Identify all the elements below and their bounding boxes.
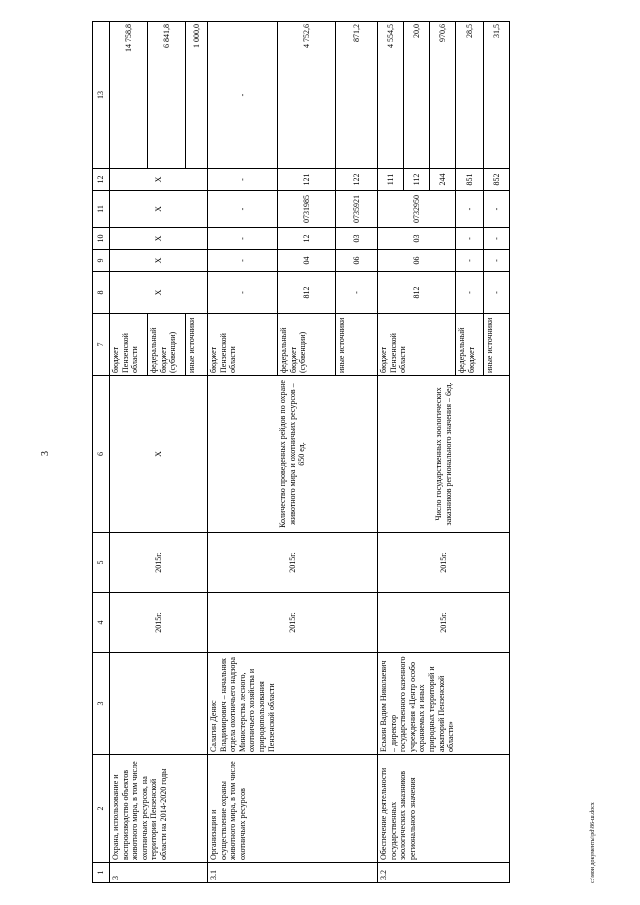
- subsection-code: 03: [378, 228, 456, 250]
- subsection-code: X: [110, 228, 208, 250]
- section-code: X: [110, 250, 208, 272]
- target-article-code: -: [484, 191, 510, 228]
- expense-type-code: 852: [484, 169, 510, 191]
- row-executor: Еськин Вадим Николаевич – директор государственного казенного учреждения «Центр особо охраняемых и иных природных территорий и акваторий Пензенской области»: [378, 653, 510, 755]
- amount: -: [208, 22, 278, 169]
- row-number: 3.2: [378, 863, 510, 883]
- subsection-code: -: [456, 228, 484, 250]
- header-row: [93, 22, 110, 883]
- table-row: [208, 22, 232, 883]
- start-date: 2015г.: [378, 593, 510, 653]
- col-header: 7: [93, 314, 110, 376]
- target-article-code: 0735921: [336, 191, 378, 228]
- col-header: 10: [93, 228, 110, 250]
- col-header: 8: [93, 272, 110, 314]
- page-number: 3: [40, 451, 51, 456]
- col-header: 9: [93, 250, 110, 272]
- grbs-code: -: [208, 272, 278, 314]
- target-article-code: 0731985: [278, 191, 336, 228]
- row-name: Обеспечение деятельности государственных зоологических заказников регионального значения: [378, 755, 510, 863]
- col-header: 4: [93, 593, 110, 653]
- amount: 31,5: [484, 22, 510, 169]
- amount: 14 758,8: [110, 22, 148, 169]
- funding-source: федеральный бюджет: [456, 314, 484, 376]
- col-header: 5: [93, 533, 110, 593]
- section-code: -: [484, 250, 510, 272]
- start-date: 2015г.: [110, 593, 208, 653]
- row-name: Организация и осуществление охраны животного мира, в том числе охотничьих ресурсов: [208, 755, 378, 863]
- end-date: 2015г.: [378, 533, 510, 593]
- expense-type-code: 851: [456, 169, 484, 191]
- indicator: Число государственных зоологических заказников регионального значения – 6ед.: [378, 376, 510, 533]
- amount: 6 841,8: [148, 22, 186, 169]
- col-header: 1: [93, 863, 110, 883]
- expense-type-code: -: [208, 169, 278, 191]
- col-header: 3: [93, 653, 110, 755]
- amount: 1 000,0: [186, 22, 208, 169]
- grbs-code: 812: [278, 272, 336, 314]
- amount: 871,2: [336, 22, 378, 169]
- table-row: [378, 22, 404, 883]
- end-date: 2015г.: [208, 533, 378, 593]
- indicator: Количество проведенных рейдов по охране животного мира и охотничьих ресурсов – 650 ед.: [208, 376, 378, 533]
- indicator: X: [110, 376, 208, 533]
- subsection-code: 03: [336, 228, 378, 250]
- funding-source: иные источники: [186, 314, 208, 376]
- row-executor: Салагин Денис Владимирович – начальник отдела охотничьего надзора Министерства лесного, охотничьего хозяйства и природопользования Пензенской области: [208, 653, 378, 755]
- expense-type-code: 122: [336, 169, 378, 191]
- expense-type-code: 111: [378, 169, 404, 191]
- col-header: 12: [93, 169, 110, 191]
- footer-path: c:\мои документы\pd\86-ш.docx: [590, 802, 596, 883]
- target-article-code: -: [208, 191, 278, 228]
- amount: 4 752,6: [278, 22, 336, 169]
- grbs-code: 812: [378, 272, 456, 314]
- funding-source: бюджет Пензенской области: [208, 314, 278, 376]
- end-date: 2015г.: [110, 533, 208, 593]
- grbs-code: -: [336, 272, 378, 314]
- expense-type-code: 121: [278, 169, 336, 191]
- subsection-code: -: [208, 228, 278, 250]
- start-date: 2015г.: [208, 593, 378, 653]
- funding-source: федеральный бюджет (субвенции): [148, 314, 186, 376]
- row-number: 3: [110, 863, 208, 883]
- funding-source: иные источники: [336, 314, 378, 376]
- target-article-code: 0732950: [378, 191, 456, 228]
- grbs-code: X: [110, 272, 208, 314]
- grbs-code: -: [484, 272, 510, 314]
- target-article-code: X: [110, 191, 208, 228]
- expense-type-code: X: [110, 169, 208, 191]
- subsection-code: 12: [278, 228, 336, 250]
- amount: 4 554,5: [378, 22, 404, 169]
- expense-type-code: 244: [430, 169, 456, 191]
- funding-source: иные источники: [484, 314, 510, 376]
- section-code: -: [208, 250, 278, 272]
- target-article-code: -: [456, 191, 484, 228]
- col-header: 6: [93, 376, 110, 533]
- program-table: [92, 21, 510, 883]
- col-header: 11: [93, 191, 110, 228]
- funding-source: федеральный бюджет (субвенции): [278, 314, 336, 376]
- section-code: 06: [336, 250, 378, 272]
- subsection-code: -: [484, 228, 510, 250]
- amount: 20,0: [404, 22, 430, 169]
- amount: 28,5: [456, 22, 484, 169]
- section-code: 04: [278, 250, 336, 272]
- row-executor: [110, 653, 208, 755]
- row-name: Охрана, использование и воспроизводство объектов животного мира, в том числе охотничьих ресурсов, на территории Пензенской области на 2014-2020 годы: [110, 755, 208, 863]
- grbs-code: -: [456, 272, 484, 314]
- funding-source: бюджет Пензенской области: [378, 314, 456, 376]
- col-header: 2: [93, 755, 110, 863]
- expense-type-code: 112: [404, 169, 430, 191]
- col-header: 13: [93, 22, 110, 169]
- amount: 970,6: [430, 22, 456, 169]
- table-row: [110, 22, 148, 883]
- funding-source: бюджет Пензенской области: [110, 314, 148, 376]
- section-code: -: [456, 250, 484, 272]
- section-code: 06: [378, 250, 456, 272]
- row-number: 3.1: [208, 863, 378, 883]
